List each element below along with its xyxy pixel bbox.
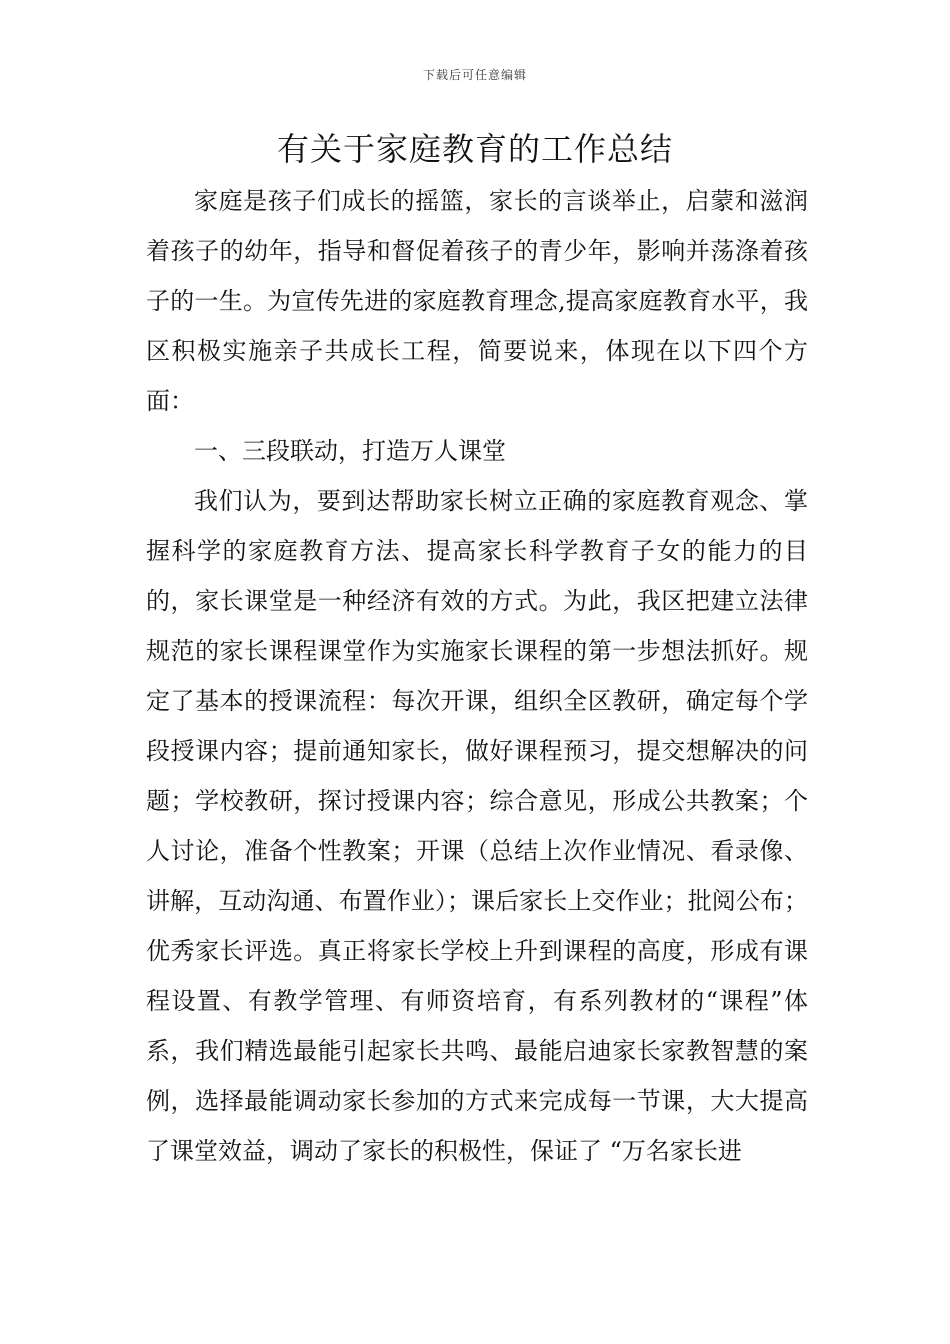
section-paragraph: 我们认为，要到达帮助家长树立正确的家庭教育观念、掌握科学的家庭教育方法、提高家长科学教育子女的能力的目的，家长课堂是一种经济有效的方式。为此，我区把建立法律规范的家长课程课堂作为实施家长课程的第一步想法抓好。规定了基本的授课流程：每次开课，组织全区教研，确定每个学段授课内容；提前通知家长，做好课程预习，提交想解决的问题；学校教研，探讨授课内容；综合意见，形成公共教案；个人讨论，准备个性教案；开课（总结上次作业情况、看录像、讲解，互动沟通、布置作业）；课后家长上交作业；批阅公布；优秀家长评选。真正将家长学校上升到课程的高度，形成有课程设置、有教学管理、有师资培育，有系列教材的“课程”体系，我们精选最能引起家长共鸣、最能启迪家长家教智慧的案例，选择最能调动家长参加的方式来完成每一节课，大大提高了课堂效益，调动了家长的积极性，保证了 “万名家长进: [146, 487, 808, 1165]
document-body: [146, 176, 808, 1176]
header-note: 下载后可任意编辑: [422, 68, 527, 82]
intro-paragraph: 家庭是孩子们成长的摇篮，家长的言谈举止，启蒙和滋润着孩子的幼年，指导和督促着孩子的青少年，影响并荡涤着孩子的一生。为宣传先进的家庭教育理念,提高家庭教育水平，我区积极实施亲子共成长工程，简要说来，体现在以下四个方面：: [146, 187, 808, 415]
section-heading: 一、三段联动，打造万人课堂: [194, 437, 506, 465]
document-title: 有关于家庭教育的工作总结: [276, 130, 673, 168]
